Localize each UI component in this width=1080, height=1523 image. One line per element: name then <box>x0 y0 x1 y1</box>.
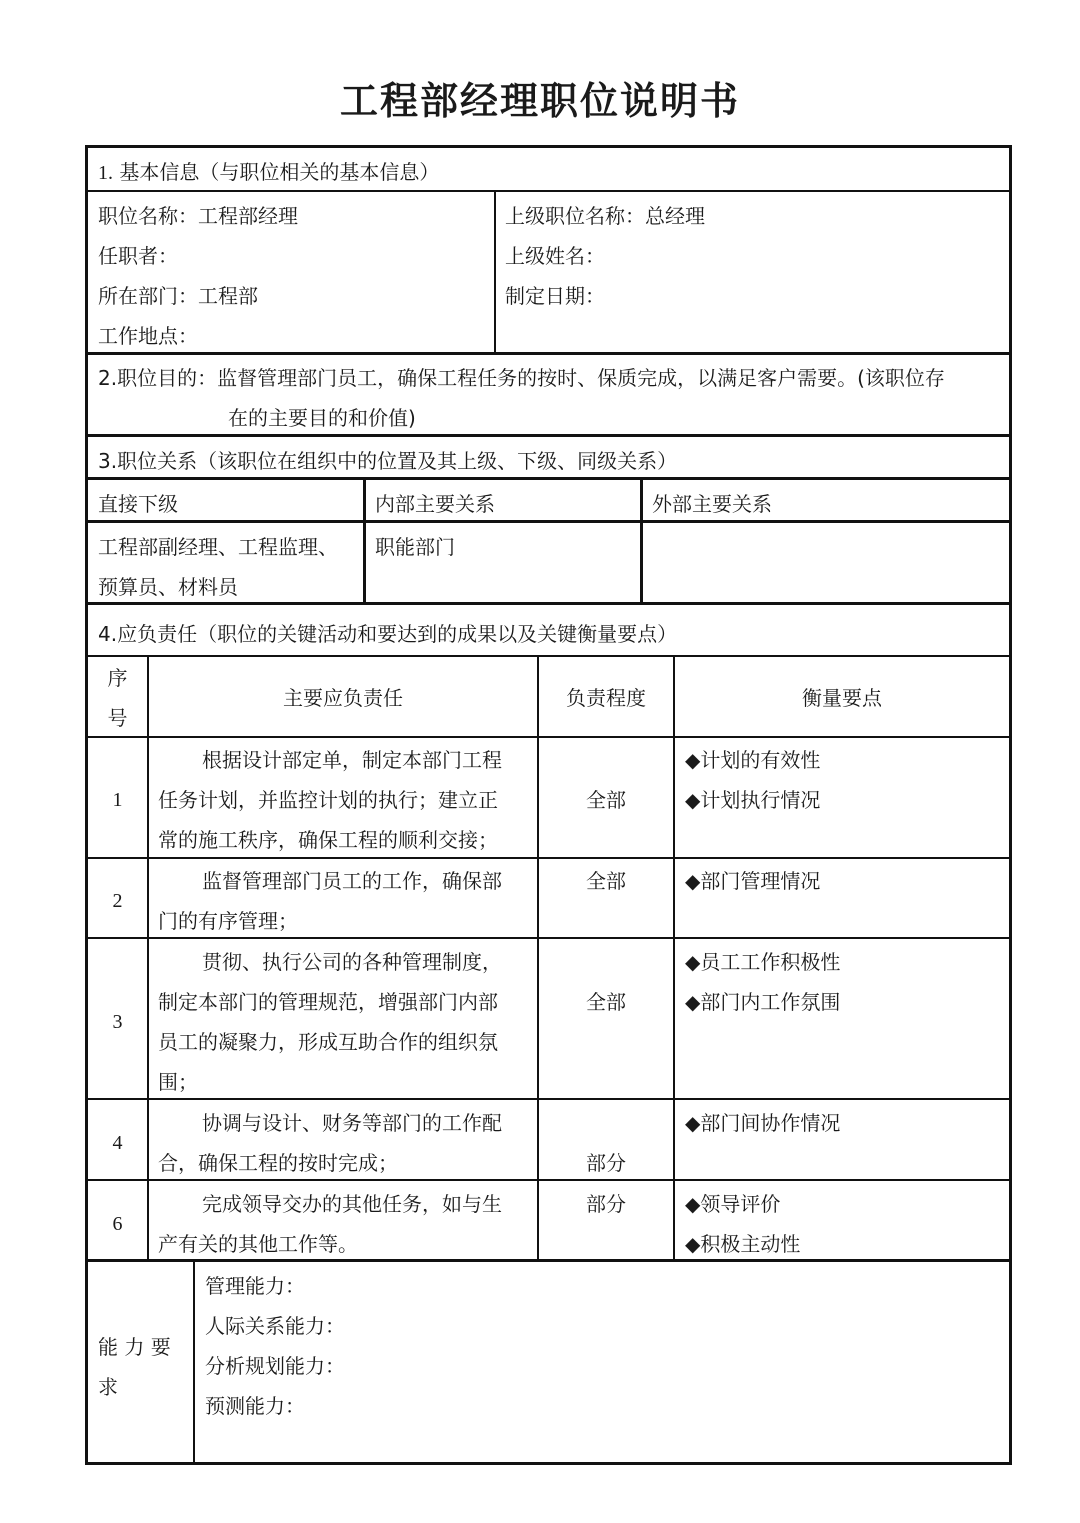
divider <box>147 657 149 1259</box>
row-2-duty-line: 门的有序管理； <box>158 909 298 933</box>
row-2-duty-line: 监督管理部门员工的工作，确保部 <box>202 869 502 893</box>
document-title: 工程部经理职位说明书 <box>339 79 740 123</box>
divider <box>88 736 1009 738</box>
col-duty: 主要应负责任 <box>283 686 403 710</box>
row-3-measure: ◆部门内工作氛围 <box>685 990 841 1014</box>
row-3-duty-line: 制定本部门的管理规范，增强部门内部 <box>158 990 498 1014</box>
internal-relations-value: 职能部门 <box>375 535 455 559</box>
row-1-duty-line: 任务计划，并监控计划的执行；建立正 <box>158 788 498 812</box>
location: 工作地点： <box>98 324 198 348</box>
divider <box>88 520 1009 523</box>
row-5-duty-line: 完成领导交办的其他任务，如与生 <box>202 1192 502 1216</box>
superior-name: 上级姓名： <box>505 244 605 268</box>
ability-item: 预测能力： <box>205 1394 305 1418</box>
ability-item: 管理能力： <box>205 1274 305 1298</box>
row-4-measure: ◆部门间协作情况 <box>685 1111 841 1135</box>
ability-label-line2: 求 <box>98 1375 118 1399</box>
holder: 任职者： <box>98 244 178 268</box>
row-5-measure: ◆领导评价 <box>685 1192 781 1216</box>
row-4-degree: 部分 <box>586 1151 626 1175</box>
divider <box>88 352 1009 355</box>
superior-position: 上级职位名称：总经理 <box>505 204 705 228</box>
divider <box>363 480 366 602</box>
col-direct-subordinates: 直接下级 <box>98 492 178 516</box>
row-5-measure: ◆积极主动性 <box>685 1232 801 1256</box>
col-degree: 负责程度 <box>566 686 646 710</box>
position-name: 职位名称：工程部经理 <box>98 204 298 228</box>
row-2-measure: ◆部门管理情况 <box>685 869 821 893</box>
col-internal-relations: 内部主要关系 <box>375 492 495 516</box>
row-1-duty-line: 常的施工秩序，确保工程的顺利交接； <box>158 828 498 852</box>
direct-subordinates-line1: 工程部副经理、工程监理、 <box>98 535 338 559</box>
row-1-degree: 全部 <box>586 788 626 812</box>
row-3-duty-line: 围； <box>158 1070 198 1094</box>
direct-subordinates-line2: 预算员、材料员 <box>98 575 238 599</box>
ability-item: 人际关系能力： <box>205 1314 345 1338</box>
col-measure: 衡量要点 <box>802 686 882 710</box>
row-1-measure: ◆计划执行情况 <box>685 788 821 812</box>
row-3-measure: ◆员工工作积极性 <box>685 950 841 974</box>
row-5-degree: 部分 <box>586 1192 626 1216</box>
row-1-duty-line: 根据设计部定单，制定本部门工程 <box>202 748 502 772</box>
section3-header: 3.职位关系（该职位在组织中的位置及其上级、下级、同级关系） <box>98 449 678 473</box>
row-3-degree: 全部 <box>586 990 626 1014</box>
row-4-duty-line: 协调与设计、财务等部门的工作配 <box>202 1111 502 1135</box>
department: 所在部门：工程部 <box>98 284 258 308</box>
col-no-label-2: 号 <box>107 706 128 730</box>
job-description-table <box>85 145 1012 1465</box>
section1-header: 1. 基本信息（与职位相关的基本信息） <box>98 160 440 184</box>
divider <box>494 192 496 352</box>
row-5-no: 6 <box>112 1213 123 1235</box>
row-2-no: 2 <box>112 890 123 912</box>
divider <box>88 1098 1009 1100</box>
row-3-no: 3 <box>112 1011 123 1033</box>
row-3-duty-line: 员工的凝聚力，形成互助合作的组织氛 <box>158 1030 498 1054</box>
row-1-no: 1 <box>112 789 123 811</box>
row-1-measure: ◆计划的有效性 <box>685 748 821 772</box>
date: 制定日期： <box>505 284 605 308</box>
row-3-duty-line: 贯彻、执行公司的各种管理制度， <box>202 950 502 974</box>
purpose-line1: 2.职位目的：监督管理部门员工，确保工程任务的按时、保质完成，以满足客户需要。(该职位存 <box>98 366 945 390</box>
col-external-relations: 外部主要关系 <box>652 492 772 516</box>
divider <box>193 1262 195 1462</box>
row-4-duty-line: 合，确保工程的按时完成； <box>158 1151 398 1175</box>
row-2-degree: 全部 <box>586 869 626 893</box>
divider <box>88 434 1009 437</box>
col-no-label-1: 序 <box>107 666 128 690</box>
divider <box>673 657 675 1259</box>
divider <box>88 655 1009 657</box>
row-5-duty-line: 产有关的其他工作等。 <box>158 1232 358 1256</box>
row-4-no: 4 <box>112 1132 123 1154</box>
section4-header: 4.应负责任（职位的关键活动和要达到的成果以及关键衡量要点） <box>98 622 678 646</box>
purpose-line2: 在的主要目的和价值) <box>228 406 416 430</box>
ability-item: 分析规划能力： <box>205 1354 345 1378</box>
divider <box>640 480 643 602</box>
ability-label-line1: 能 力 要 <box>98 1335 171 1359</box>
